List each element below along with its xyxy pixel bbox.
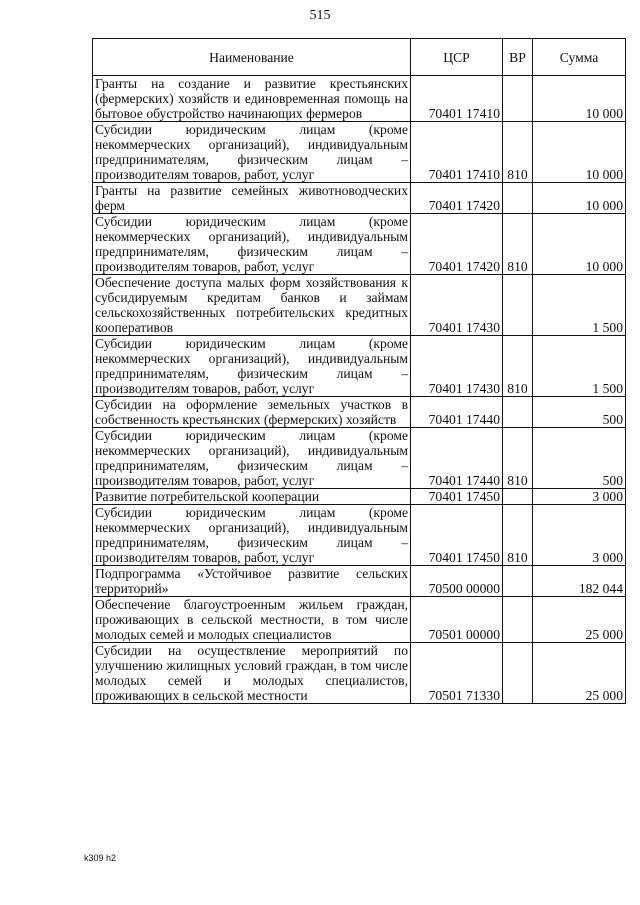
row-vr <box>503 183 533 214</box>
table-row <box>93 597 626 643</box>
row-name: Субсидии юридическим лицам (кроме некоммерческих организаций), индивидуальным предпринимателям, физическим лицам – производителям товаров, работ, услуг <box>93 214 411 275</box>
row-sum: 182 044 <box>533 566 626 597</box>
row-vr <box>503 275 533 336</box>
table-row <box>93 336 626 397</box>
row-sum: 10 000 <box>533 183 626 214</box>
row-vr: 810 <box>503 214 533 275</box>
row-csr: 70401 17450 <box>411 505 503 566</box>
row-name: Гранты на развитие семейных животноводческих ферм <box>93 183 411 214</box>
row-csr: 70401 17410 <box>411 76 503 122</box>
table-row <box>93 505 626 566</box>
row-csr: 70401 17420 <box>411 214 503 275</box>
row-name: Обеспечение доступа малых форм хозяйствования к субсидируемым кредитам банков и займам сельскохозяйственных потребительских кредитных кооперативов <box>93 275 411 336</box>
row-csr: 70401 17410 <box>411 122 503 183</box>
row-sum: 500 <box>533 397 626 428</box>
table-row <box>93 275 626 336</box>
row-vr: 810 <box>503 122 533 183</box>
row-vr <box>503 566 533 597</box>
table-row <box>93 428 626 489</box>
row-name: Субсидии на оформление земельных участков в собственность крестьянских (фермерских) хозяйств <box>93 397 411 428</box>
table-row <box>93 122 626 183</box>
row-name: Субсидии юридическим лицам (кроме некоммерческих организаций), индивидуальным предпринимателям, физическим лицам – производителям товаров, работ, услуг <box>93 505 411 566</box>
row-vr: 810 <box>503 505 533 566</box>
row-name: Гранты на создание и развитие крестьянских (фермерских) хозяйств и единовременная помощь на бытовое обустройство начинающих фермеров <box>93 76 411 122</box>
row-sum: 1 500 <box>533 275 626 336</box>
header-sum: Сумма <box>533 39 626 76</box>
row-csr: 70401 17420 <box>411 183 503 214</box>
row-name: Субсидии юридическим лицам (кроме некоммерческих организаций), индивидуальным предпринимателям, физическим лицам – производителям товаров, работ, услуг <box>93 336 411 397</box>
row-csr: 70501 00000 <box>411 597 503 643</box>
row-vr <box>503 397 533 428</box>
header-name: Наименование <box>93 39 411 76</box>
footer-document-code: k309 h2 <box>84 853 117 863</box>
row-sum: 10 000 <box>533 122 626 183</box>
row-vr: 810 <box>503 336 533 397</box>
table-row <box>93 76 626 122</box>
header-vr: ВР <box>503 39 533 76</box>
budget-table <box>92 38 626 704</box>
row-sum: 25 000 <box>533 643 626 704</box>
table-row <box>93 643 626 704</box>
row-csr: 70401 17430 <box>411 336 503 397</box>
row-csr: 70401 17450 <box>411 489 503 505</box>
row-sum: 3 000 <box>533 489 626 505</box>
table-row <box>93 489 626 505</box>
row-name: Субсидии на осуществление мероприятий по улучшению жилищных условий граждан, в том числе молодых семей и молодых специалистов, проживающих в сельской местности <box>93 643 411 704</box>
row-name: Субсидии юридическим лицам (кроме некоммерческих организаций), индивидуальным предпринимателям, физическим лицам – производителям товаров, работ, услуг <box>93 122 411 183</box>
row-vr <box>503 489 533 505</box>
table-row <box>93 566 626 597</box>
table-row <box>93 397 626 428</box>
row-csr: 70401 17440 <box>411 397 503 428</box>
row-csr: 70501 71330 <box>411 643 503 704</box>
table-header-row <box>93 39 626 76</box>
row-csr: 70500 00000 <box>411 566 503 597</box>
row-sum: 10 000 <box>533 214 626 275</box>
row-csr: 70401 17430 <box>411 275 503 336</box>
row-name: Подпрограмма «Устойчивое развитие сельских территорий» <box>93 566 411 597</box>
row-sum: 25 000 <box>533 597 626 643</box>
row-vr <box>503 597 533 643</box>
row-sum: 500 <box>533 428 626 489</box>
row-name: Развитие потребительской кооперации <box>93 489 411 505</box>
row-sum: 1 500 <box>533 336 626 397</box>
row-csr: 70401 17440 <box>411 428 503 489</box>
row-name: Субсидии юридическим лицам (кроме некоммерческих организаций), индивидуальным предпринимателям, физическим лицам – производителям товаров, работ, услуг <box>93 428 411 489</box>
header-csr: ЦСР <box>411 39 503 76</box>
row-vr <box>503 76 533 122</box>
row-vr <box>503 643 533 704</box>
row-name: Обеспечение благоустроенным жильем граждан, проживающих в сельской местности, в том числе молодых семей и молодых специалистов <box>93 597 411 643</box>
row-vr: 810 <box>503 428 533 489</box>
table-row <box>93 214 626 275</box>
row-sum: 3 000 <box>533 505 626 566</box>
row-sum: 10 000 <box>533 76 626 122</box>
page-number: 515 <box>309 8 331 23</box>
table-row <box>93 183 626 214</box>
